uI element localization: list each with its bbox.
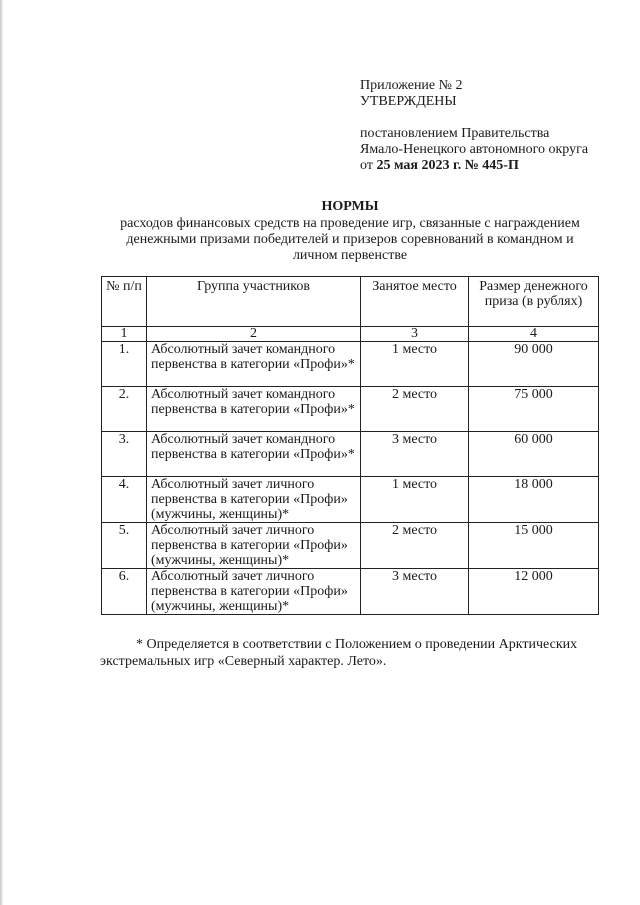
title-line-3: личном первенстве [292,248,408,263]
header-prize: Размер денежного приза (в рублях) [469,277,599,327]
date-prefix: от [360,158,377,173]
row-prize: 15 000 [469,523,599,569]
row-group: Абсолютный зачет командного первенства в категории «Профи»* [147,342,361,387]
footnote: * Определяется в соответствии с Положением о проведении Арктических экстремальных игр «Северный характер. Лето». [100,637,578,669]
row-place: 3 место [361,432,469,477]
row-num: 1. [102,342,147,387]
approved-label: УТВЕРЖДЕНЫ [360,94,457,109]
table-header-row [102,277,599,327]
row-place: 2 место [361,387,469,432]
column-number-row [102,327,599,342]
table-row [102,477,599,523]
decree-line-2: Ямало-Ненецкого автономного округа [360,142,589,157]
prize-norms-table [101,276,599,615]
appendix-label: Приложение № 2 [360,78,463,93]
row-num: 4. [102,477,147,523]
document-title-block [100,199,600,264]
row-place: 2 место [361,523,469,569]
decree-line-1: постановлением Правительства [360,126,550,141]
row-place: 3 место [361,569,469,615]
row-group: Абсолютный зачет командного первенства в категории «Профи»* [147,432,361,477]
row-place: 1 место [361,342,469,387]
table-row [102,342,599,387]
header-place: Занятое место [361,277,469,327]
table-row [102,569,599,615]
decree-date: 25 мая 2023 г. № 445-П [376,158,519,173]
header-group: Группа участников [147,277,361,327]
row-prize: 75 000 [469,387,599,432]
table-row [102,387,599,432]
col-number: 3 [361,327,469,342]
page-scan-edge [0,0,3,905]
row-place: 1 место [361,477,469,523]
decree-date-line [360,158,630,174]
approval-stamp [360,78,630,174]
col-number: 2 [147,327,361,342]
row-prize: 90 000 [469,342,599,387]
col-number: 1 [102,327,147,342]
table-row [102,432,599,477]
row-num: 2. [102,387,147,432]
title-line-1: расходов финансовых средств на проведение игр, связанные с награждением [120,216,580,231]
row-prize: 18 000 [469,477,599,523]
row-num: 6. [102,569,147,615]
row-group: Абсолютный зачет личного первенства в категории «Профи» (мужчины, женщины)* [147,523,361,569]
document-title: НОРМЫ [321,199,379,214]
row-group: Абсолютный зачет личного первенства в категории «Профи» (мужчины, женщины)* [147,477,361,523]
row-num: 3. [102,432,147,477]
table-row [102,523,599,569]
col-number: 4 [469,327,599,342]
row-prize: 12 000 [469,569,599,615]
row-num: 5. [102,523,147,569]
row-group: Абсолютный зачет командного первенства в категории «Профи»* [147,387,361,432]
header-num: № п/п [102,277,147,327]
title-line-2: денежными призами победителей и призеров соревнований в командном и [126,232,574,247]
row-group: Абсолютный зачет личного первенства в категории «Профи» (мужчины, женщины)* [147,569,361,615]
row-prize: 60 000 [469,432,599,477]
